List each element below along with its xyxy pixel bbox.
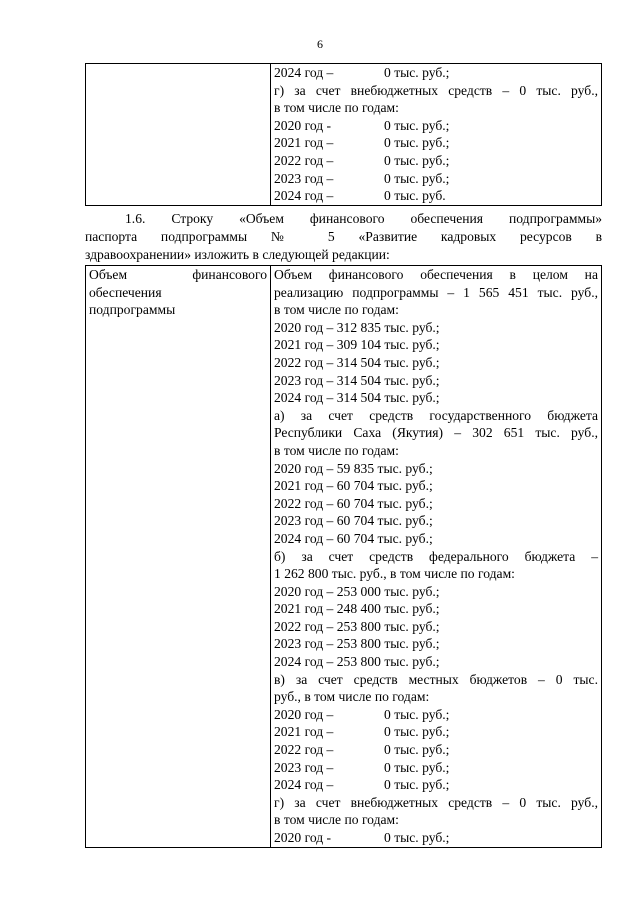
year-label: 2022 год – xyxy=(274,742,334,758)
funding-line: 2022 год – 253 800 тыс. руб.; xyxy=(274,618,440,634)
funding-line: в том числе по годам: xyxy=(274,442,399,458)
funding-line: 2021 год – 309 104 тыс. руб.; xyxy=(274,337,440,353)
funding-line: 1 262 800 тыс. руб., в том числе по годам: xyxy=(274,566,515,582)
funding-details-cell xyxy=(271,64,602,206)
funding-line: в том числе по годам: xyxy=(274,812,399,828)
funding-line: в) за счет средств местных бюджетов – 0 тыс. xyxy=(274,671,598,687)
paragraph-line: 1.6. Строку «Объем финансового обеспечения подпрограммы» xyxy=(125,211,602,226)
empty-left-cell xyxy=(86,64,271,206)
funding-line: в том числе по годам: xyxy=(274,302,399,318)
funding-line: 2023 год – 314 504 тыс. руб.; xyxy=(274,372,440,388)
row-label-line: обеспечения xyxy=(89,284,162,300)
amount-value: 0 тыс. руб.; xyxy=(384,830,450,845)
funding-line: 2022 год – 314 504 тыс. руб.; xyxy=(274,354,440,370)
amendment-paragraph xyxy=(85,210,602,264)
year-label: 2023 год – xyxy=(274,759,334,775)
funding-line: 2024 год – 253 800 тыс. руб.; xyxy=(274,654,440,670)
funding-line: г) за счет внебюджетных средств – 0 тыс. руб., xyxy=(274,82,598,98)
year-label: 2024 год – xyxy=(274,777,334,793)
funding-line: б) за счет средств федерального бюджета – xyxy=(274,548,598,564)
paragraph-line: паспорта подпрограммы № 5 «Развитие кадровых ресурсов в xyxy=(85,229,602,244)
amount-value: 0 тыс. руб.; xyxy=(384,65,450,80)
year-label: 2024 год – xyxy=(274,188,334,204)
year-label: 2020 год – xyxy=(274,706,334,722)
previous-table-continuation xyxy=(85,63,602,206)
funding-line xyxy=(274,134,598,152)
year-label: 2021 год – xyxy=(274,135,334,151)
year-label: 2020 год - xyxy=(274,830,332,845)
funding-line xyxy=(274,776,598,794)
funding-line: а) за счет средств государственного бюджета xyxy=(274,407,598,423)
row-label-line: Объем финансового xyxy=(89,267,267,282)
year-label: 2023 год – xyxy=(274,170,334,186)
amount-value: 0 тыс. руб.; xyxy=(384,724,450,740)
funding-line: в том числе по годам: xyxy=(274,100,399,116)
year-label: 2022 год – xyxy=(274,152,334,168)
funding-line xyxy=(274,64,598,82)
funding-line xyxy=(274,829,598,847)
paragraph-line: здравоохранении» изложить в следующей редакции: xyxy=(85,247,390,262)
amount-value: 0 тыс. руб.; xyxy=(384,152,450,168)
row-label-line: подпрограммы xyxy=(89,302,176,318)
funding-line: 2023 год – 60 704 тыс. руб.; xyxy=(274,513,433,529)
funding-line xyxy=(274,723,598,741)
funding-line xyxy=(274,152,598,170)
amount-value: 0 тыс. руб.; xyxy=(384,135,450,151)
funding-line: 2020 год – 253 000 тыс. руб.; xyxy=(274,583,440,599)
funding-line: г) за счет внебюджетных средств – 0 тыс. руб., xyxy=(274,794,598,810)
page-number: 6 xyxy=(317,37,323,51)
amount-value: 0 тыс. руб.; xyxy=(384,742,450,758)
year-label: 2024 год – xyxy=(274,65,334,80)
funding-line xyxy=(274,741,598,759)
funding-line xyxy=(274,117,598,135)
year-label: 2021 год – xyxy=(274,724,334,740)
funding-line: 2024 год – 314 504 тыс. руб.; xyxy=(274,390,440,406)
row-label-cell xyxy=(86,266,271,848)
funding-line: 2024 год – 60 704 тыс. руб.; xyxy=(274,530,433,546)
amount-value: 0 тыс. руб.; xyxy=(384,170,450,186)
subprogram-funding-table xyxy=(85,265,602,848)
funding-line: руб., в том числе по годам: xyxy=(274,689,430,705)
funding-line: 2020 год – 59 835 тыс. руб.; xyxy=(274,460,433,476)
funding-line: Объем финансового обеспечения в целом на xyxy=(274,267,598,282)
funding-line: реализацию подпрограммы – 1 565 451 тыс. руб., xyxy=(274,284,598,300)
funding-line xyxy=(274,187,598,205)
funding-line xyxy=(274,759,598,777)
funding-line: 2020 год – 312 835 тыс. руб.; xyxy=(274,319,440,335)
funding-line: 2022 год – 60 704 тыс. руб.; xyxy=(274,495,433,511)
funding-details-cell xyxy=(271,266,602,848)
year-label: 2020 год - xyxy=(274,117,332,133)
amount-value: 0 тыс. руб.; xyxy=(384,706,450,722)
funding-line: 2021 год – 248 400 тыс. руб.; xyxy=(274,601,440,617)
amount-value: 0 тыс. руб. xyxy=(384,188,446,204)
amount-value: 0 тыс. руб.; xyxy=(384,117,450,133)
funding-line xyxy=(274,170,598,188)
amount-value: 0 тыс. руб.; xyxy=(384,759,450,775)
funding-line: Республики Саха (Якутия) – 302 651 тыс. руб., xyxy=(274,425,598,441)
amount-value: 0 тыс. руб.; xyxy=(384,777,450,793)
funding-line: 2023 год – 253 800 тыс. руб.; xyxy=(274,636,440,652)
funding-line: 2021 год – 60 704 тыс. руб.; xyxy=(274,478,433,494)
funding-line xyxy=(274,706,598,724)
